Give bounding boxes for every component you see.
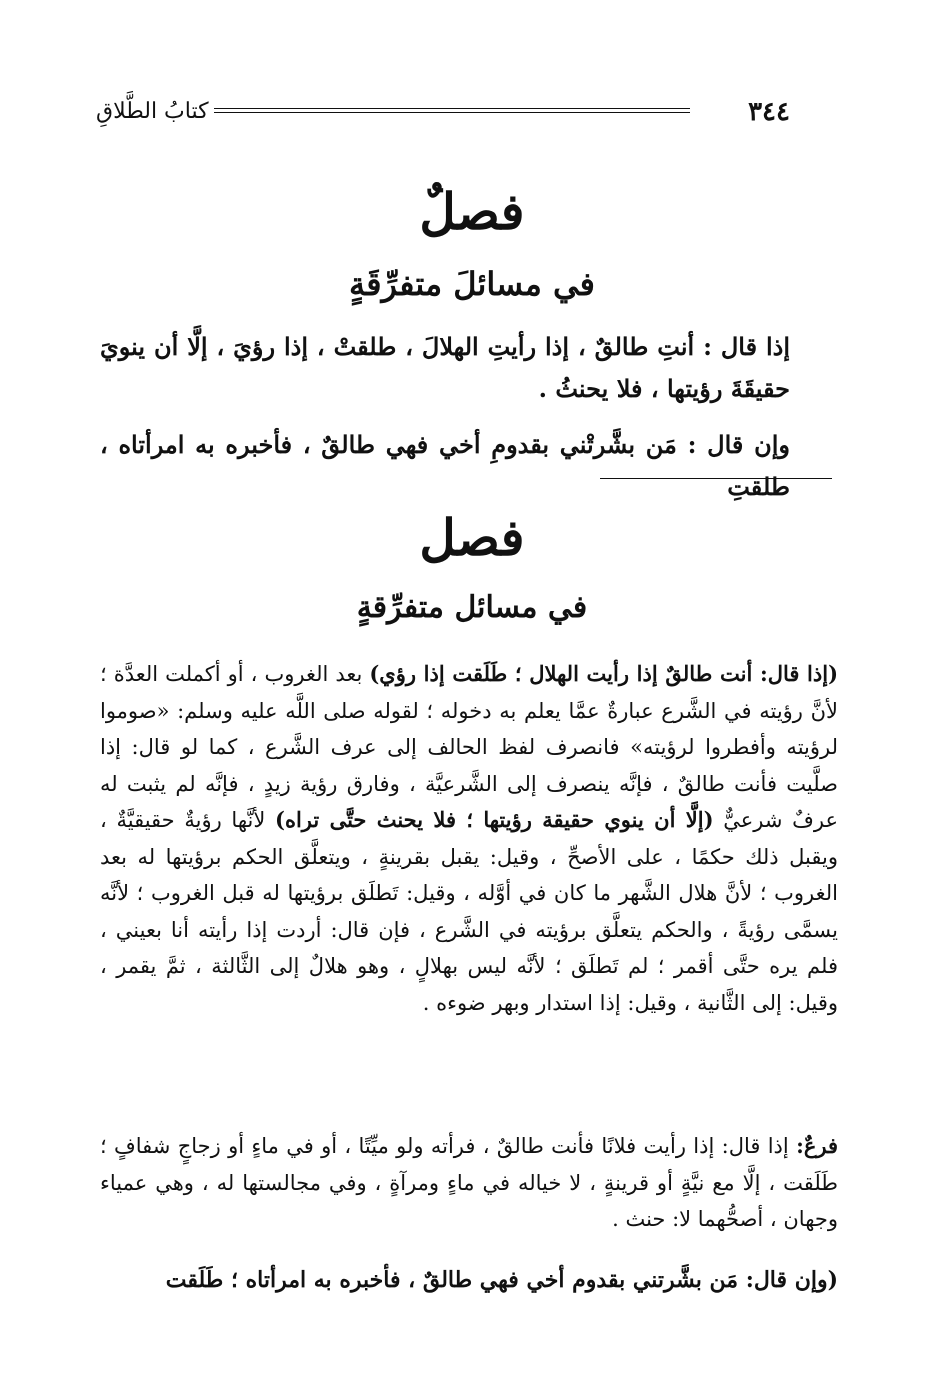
commentary-text: بعد الغروب ، أو أكملت العدَّة ؛ لأنَّ رؤيته في الشَّرع عبارةٌ عمَّا يعلم به دخوله ؛ لقوله صلى اللَّه عليه وسلم: «صوموا لرؤيته وأفطروا لرؤيته» فانصرف لفظ الحالف إلى عرف الشَّرع ، كما لو قال: إذا صلَّيت فأنت طالقٌ ، فإنَّه ينصرف إلى الشَّرعيَّة ، وفارق رؤية زيدٍ ، فإنَّه لم يثبت له عرفٌ شرعيٌّ: [100, 662, 839, 832]
matn-paragraph-1: إذا قال : أنتِ طالقٌ ، إذا رأيتِ الهلالَ ، طلقتْ ، إذا رؤيَ ، إلَّا أن ينويَ حقيقَةَ رؤيتها ، فلا يحنثُ .: [100, 332, 790, 403]
branch-label: فرعٌ:: [796, 1133, 838, 1158]
separator-rule: [600, 478, 832, 479]
matn-subheading: في مسائلَ متفرِّقَةٍ: [349, 265, 595, 303]
quoted-matn: (إلَّا أن ينوي حقيقة رؤيتها ؛ فلا يحنث حتَّى تراه): [275, 807, 714, 832]
quoted-matn: (إذا قال: أنت طالقٌ إذا رأيت الهلال ؛ طَلَقت إذا رؤي): [369, 661, 839, 686]
sharh-paragraph-1: [100, 656, 838, 1021]
sharh-paragraph-3: (وإن قال: مَن بشَّرتني بقدوم أخي فهي طالقٌ ، فأخبره به امرأتاه ؛ طَلَقت: [165, 1267, 838, 1293]
page-number: ٣٤٤: [748, 97, 790, 127]
matn-heading: فصلٌ: [419, 182, 525, 241]
running-title: كتابُ الطَّلاقِ: [96, 99, 209, 124]
header-rule: [214, 108, 690, 113]
sharh-paragraph-2: [100, 1128, 838, 1238]
commentary-text: إذا قال: إذا رأيت فلانًا فأنت طالقٌ ، فرأته ولو ميِّتًا ، أو في ماءٍ أو زجاجٍ شفافٍ ؛ طَلَقت ، إلَّا مع نيَّةٍ أو قرينةٍ ، لا خياله في ماءٍ ومرآةٍ ، وفي مجالستها له ، وهي عمياء وجهان ، أصحُّهما لا: حنث .: [100, 1134, 838, 1231]
commentary-text: لأنَّها رؤيةٌ حقيقيَّةٌ ، ويقبل ذلك حكمًا ، على الأصحِّ ، وقيل: يقبل بقرينةٍ ، ويتعلَّق الحكم برؤيتها له بعد الغروب ؛ لأنَّ هلال الشَّهر ما كان في أوَّله ، وقيل: تَطلَق برؤيتها له قبل الغروب ؛ لأنَّه يسمَّى رؤيةً ، والحكم يتعلَّق برؤيته في الشَّرع ، فإن قال: أردت إذا رأيته أنا بعيني ، فلم يره حتَّى أقمر ؛ لم تَطلَق ؛ لأنَّه ليس بهلالٍ ، وهو هلالٌ إلى الثَّالثة ، ثمَّ يقمر ، وقيل: إلى الثَّانية ، وقيل: إذا استدار وبهر ضوءه .: [100, 808, 838, 1015]
sharh-heading: فصل: [419, 508, 525, 567]
matn-paragraph-2: وإن قال : مَن بشَّرتْني بقدومِ أخي فهي طالقٌ ، فأخبره به امرأتاه ، طلقتِ: [100, 430, 790, 501]
page-header: [96, 92, 790, 132]
sharh-subheading: في مسائل متفرِّقةٍ: [356, 590, 588, 625]
